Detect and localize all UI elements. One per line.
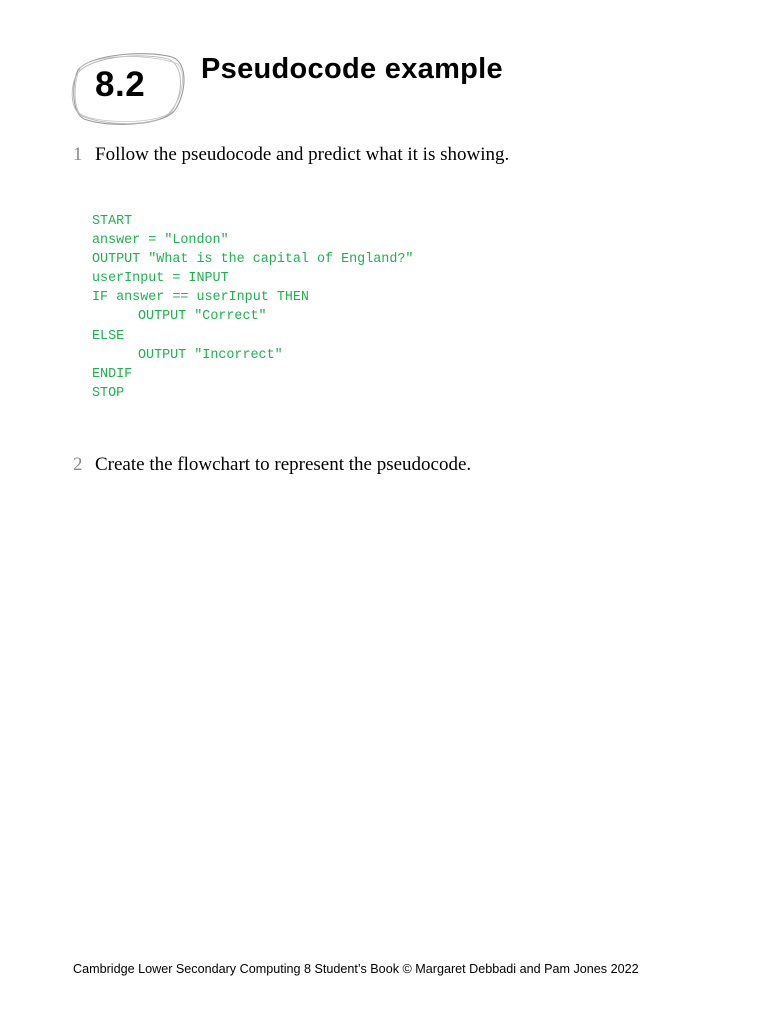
pseudocode-block (92, 212, 413, 403)
section-badge (68, 48, 188, 130)
code-line: START (92, 214, 133, 229)
code-line: OUTPUT "What is the capital of England?" (92, 252, 414, 268)
code-line: ENDIF (92, 366, 133, 382)
code-line: STOP (92, 385, 125, 401)
code-line: answer = "London" (92, 233, 229, 249)
footer-copyright: Cambridge Lower Secondary Computing 8 Student’s Book © Margaret Debbadi and Pam Jones 2022 (73, 962, 639, 976)
question-text: Create the flowchart to represent the pseudocode. (95, 454, 472, 475)
page-title: Pseudocode example (201, 53, 503, 85)
section-number: 8.2 (95, 65, 146, 104)
code-line: IF answer == userInput THEN (92, 290, 309, 306)
question-number: 1 (73, 144, 83, 165)
code-line: userInput = INPUT (92, 271, 229, 287)
code-line: ELSE (92, 328, 125, 344)
question-text: Follow the pseudocode and predict what it is showing. (95, 144, 510, 165)
question-2 (73, 454, 471, 476)
question-1 (73, 144, 509, 166)
code-line: OUTPUT "Incorrect" (138, 347, 283, 363)
question-number: 2 (73, 454, 83, 475)
code-line: OUTPUT "Correct" (138, 309, 267, 325)
